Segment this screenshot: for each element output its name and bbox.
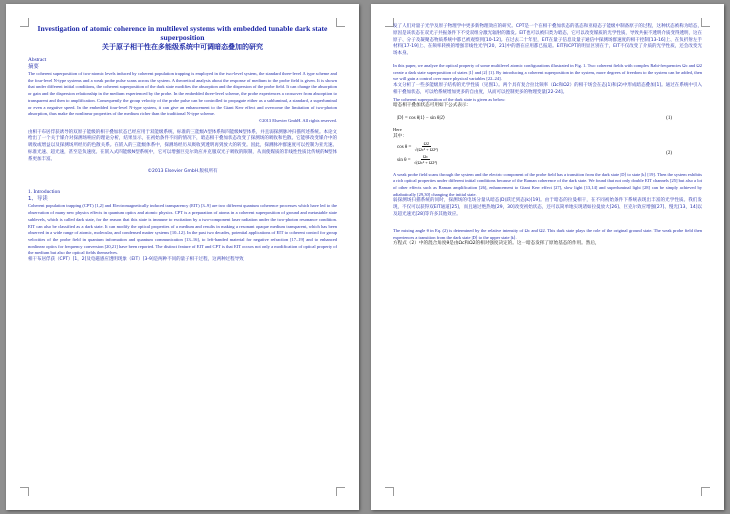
- document-page-right: [371, 4, 724, 510]
- abstract-paragraph-zh: 由相干布居俘获诱导的双原子能级的相干叠加状态已经应用于双能级系统，标准的三能级Λ型体系和四能级N型体系，并且弱探测脉冲扫描所述系统。本论文给出了一个关于媒介对探测场响应的理论分析，结果显示，在初始条件不同的情况下，暗态相干叠加状态改变了探测场的吸收和色散。它能够改变媒介中的吸收或增益以及探测场所经历的色散关系。在嵌入的三能级体系中，探测场经历从吸收到透明再到放大的转变。因此，探测脉冲群速度可以控制为亚光速、标准光速、超光速，甚至是负速度。在嵌入式四能级N型系统中，它可以增强巨克尔效应并克服双光子吸收的限制，从而使媒质的非线性性质比传统的N型体系更加丰富。: [28, 129, 337, 162]
- paper-title: Investigation of atomic coherence in multilevel systems with embedded tunable dark state superposition: [37, 24, 328, 42]
- intro-heading: 1. Introduction: [28, 189, 61, 196]
- paragraph-3-zh: 暗态相干叠加状态可用如下公式表示：: [393, 103, 472, 109]
- margin-corner-mark: [385, 487, 394, 496]
- intro-heading-zh: 1、导读: [28, 196, 48, 203]
- fraction: $\frac{\Omega c}{\text{√(Ωc² + Ω2²)}}$: [413, 153, 438, 165]
- copyright-zh: ©2013 Elsevier GmbH.版权所有: [147, 168, 218, 174]
- paragraph-5-zh: 方程式（2）中的混合角度θ是由Ωc和Ω2的相对强度决定的。这一暗态发挥了原始基态的作用。然后，: [393, 241, 600, 247]
- paragraph-3-en: The coherent superposition of the dark state is given as below:: [393, 96, 506, 102]
- page-content: [28, 24, 337, 264]
- equation-2: [393, 141, 702, 167]
- paragraph-4-en: A weak probe field scans through the system and the electric component of the probe field has a transition from the dark state |D⟩ to state |k⟩ [19]. Then the system exhibits a rich optical properties under different initial conditions because of the Raman coherence of the dark state. We found that not only double EIT channels [25] but also a lot of other effects such as Raman amplification [26], enhancement to Giant Kerr effect [27], slow light [13,14] and superluminal light [28] can be simply achieved by adiabatically [29,30] changing the initial state.: [393, 171, 702, 197]
- paragraph-2-en: In this paper, we analyze the optical property of some multilevel atomic configurations illustrated in Fig. 1. Two coherent fields with complex Rabi-frequencies Ωc and Ω2 create a dark state superposition of states |1⟩ and |2⟩ [1]. By introducing a coherent superposition in the system, more degrees of freedom to the system can be added, then we will gain a control over more physical variables [22–24].: [393, 62, 702, 82]
- abstract-paragraph-en: The coherent superposition of two-atomic levels induced by coherent population trapping is employed in the two-level system, the standard three-level Λ type scheme and the four-level N-type systems and a weak probe pulse scans across the system. A theoretical analysis about the response of medium to the probe field is given. It is shown that under different initial conditions, the coherent superposition of the dark state modifies the absorption and the dispersion of the probe field. It can change the absorption or gain and the dispersion relationship in the medium experienced by the probe. In the embedded three-level scheme, the probe experiences a crossover from absorption to transparent and then to amplification. Consequently the group velocity of the probe pulse can be controlled to propagate either as a subluminal, a standard, a superluminal or even a negative speed. In the embedded four-level N-type system, it can give an enhancement to the Giant Kerr effect and overcome the limitation of two-photon absorption, thus make the nonlinear properties of the medium richer than the traditional N-type scheme.: [28, 71, 337, 117]
- paper-title-zh: 关于原子相干性在多能级系统中可调暗态叠加的研究: [102, 43, 263, 51]
- document-page-left: [6, 4, 359, 510]
- equation-1-number: (1): [666, 116, 672, 122]
- paragraph-1-zh: 发了人们对量子光学及原子物理学中更多新物理效应的研究。CPT是一个在相干叠加状态的基态和亚稳态子能级中制备原子的过程，这种状态被称为暗态，原因是该状态在双光子共振条件下不受双组分激光辐射的激发。EIT也可以被归类为暗态，它可以改变媒质的光学性质，导致共振不透明介质变得透明，这在原子、分子及凝聚态物质系统中都已被观察到[10-12]。在过去二十年里，EIT在量子信息及量子通信中探测场群速度的相干控制[13-16]上、在负折射左手材料[17-19]上、在频率转换的增强非线性光学[20，21]中的潜在应用都已报道。EIT和CPT的明显区别在于，EIT不仅改变了介质的光学性质，还会改变光场本身。: [393, 24, 702, 57]
- margin-corner-mark: [336, 487, 345, 496]
- margin-corner-mark: [336, 18, 345, 27]
- paragraph-4-zh: 弱探测场扫描系统的同时，探测场的电场分量从暗态|D⟩跃迁到态|k⟩[19]。由于暗态的拉曼相干，在不同初始条件下系统表现出丰富的光学性质。我们发现，不仅可以获得双EIT通道[25]，而且通过绝热地[29，30]改变初始状态，还可以简单地实现诸如拉曼放大[26]、巨克尔效应增强[27]、慢光[13，14]以及超光速光[28]等许多其他效应。: [393, 198, 702, 217]
- copyright-en: ©2013 Elsevier GmbH. All rights reserved.: [258, 117, 337, 123]
- abstract-heading-zh: 摘要: [28, 64, 39, 70]
- here-label-zh: 其中：: [393, 133, 407, 139]
- equation-1: [393, 115, 702, 122]
- here-label-en: Here: [393, 127, 402, 133]
- equation-2-sin-line: sin θ = $\frac{\Omega c}{\text{√(Ωc² + Ω2²)}}$: [397, 153, 438, 165]
- page-content: [393, 24, 702, 248]
- margin-corner-mark: [701, 18, 710, 27]
- margin-corner-mark: [701, 487, 710, 496]
- margin-corner-mark: [20, 487, 29, 496]
- equation-2-cos-line: cos θ = $\frac{\Omega 2}{\text{√(Ωc² + Ω2²)}}$: [397, 140, 438, 152]
- fraction: $\frac{\Omega 2}{\text{√(Ωc² + Ω2²)}}$: [414, 140, 438, 152]
- abstract-heading: Abstract: [28, 57, 47, 63]
- paragraph-2-zh: 本文分析了一些多能级原子结构的光学性质（见图1）。两个具有复合拉比频率（Ωc和Ω2）的相干场会在态|1⟩和|2⟩中形成暗态叠加[1]。通过在系统中引入相干叠加状态，可以给系统增加更多的自由度，从而可以控制更多的物理变量[22-24]。: [393, 83, 702, 95]
- intro-paragraph-zh: 相干布居俘获（CPT）[1，2]及电磁感应透明现象（EIT）[3-9]是两种不同的量子相干过程，这两种过程导致: [28, 257, 244, 263]
- equation-2-number: (2): [666, 151, 672, 157]
- paragraph-5-en: The mixing angle θ in Eq. (2) is determined by the relative intensity of Ωc and Ω2. This dark state plays the role of the original ground state. The weak probe field then experiences a transition from the dark state |D⟩ to the upper state |k⟩.: [393, 227, 702, 240]
- intro-paragraph-en: Coherent population trapping (CPT) [1,2] and Electromagnetically induced transparency (EIT) [3–9] are two different quantum coherence processes which have led to the observation of many new physics effects in quantum optics and atomic physics. CPT is a preparation of atoms in a coherent superposition of ground and metastable state sublevels, which is called dark state, for the reason that this state is immune to excitation by a two-component laser radiation under the two-photon resonance condition. EIT can also be classified as a dark state. It can modify the optical properties of a medium and results in making a resonant opaque medium transparent, which has been observed in a wide range of atomic, molecular, and condensed matter systems [10–12]. In the past two decades, potential applications of EIT to coherent control for group velocities of the probe field in quantum information and quantum communication [13–16], to left-handed material for negative refraction [17–19] and to enhanced nonlinear optics for frequency conversion [20,21] have been reported. The distinct feature of EIT and CPT is that EIT occurs not only a modification of optical property of the medium but also the optical fields themselves.: [28, 203, 337, 256]
- equation-1-expression: |D⟩ = cos θ|1⟩ − sin θ|2⟩: [397, 116, 445, 122]
